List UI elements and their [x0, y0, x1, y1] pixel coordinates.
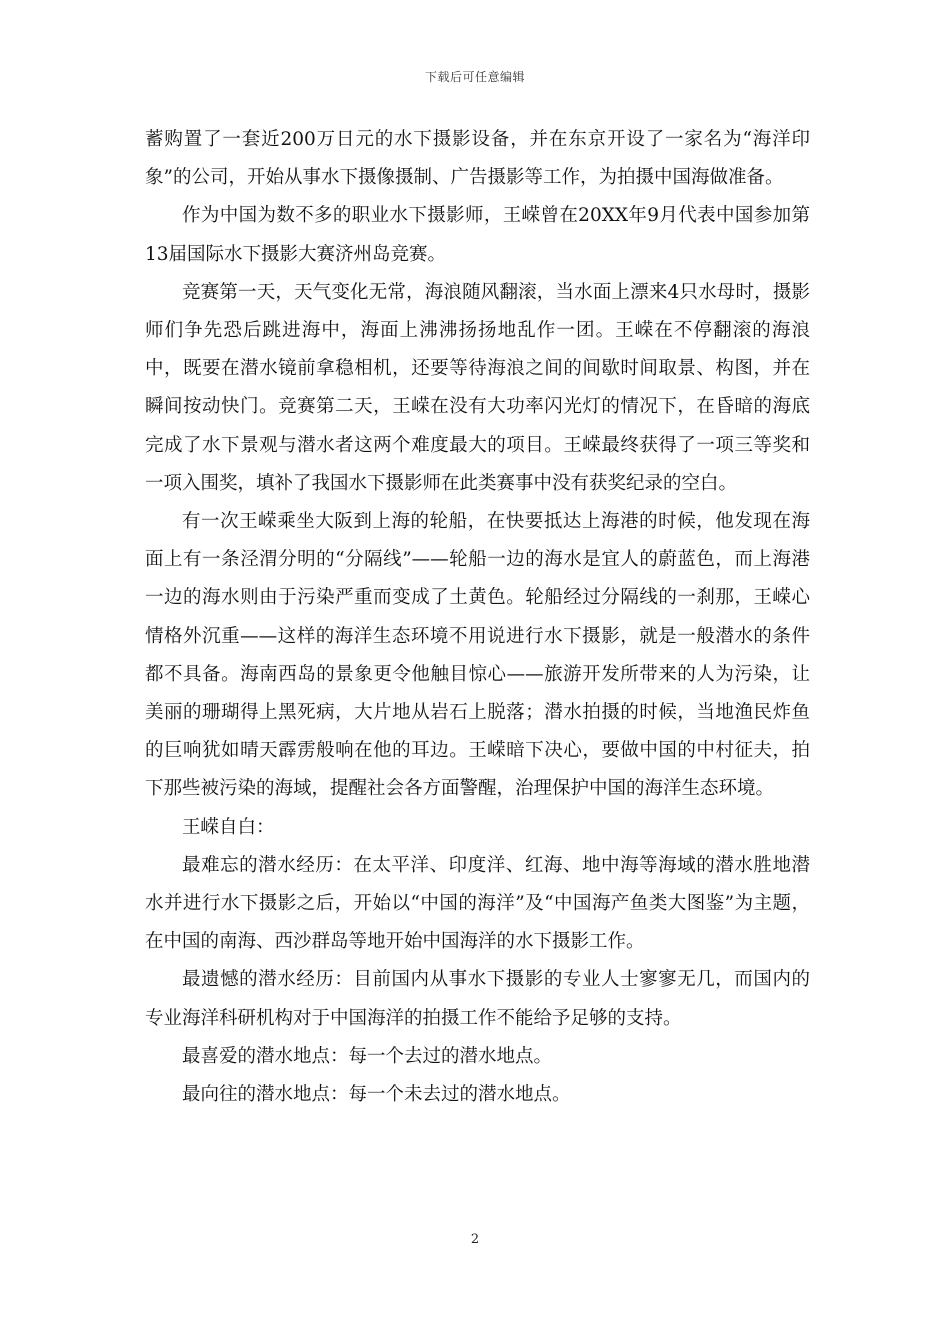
- document-body: [145, 121, 810, 1114]
- paragraph-3: 竞赛第一天，天气变化无常，海浪随风翻滚，当水面上漂来4只水母时，摄影师们争先恐后跳进海中，海面上沸沸扬扬地乱作一团。王嵘在不停翻滚的海浪中，既要在潜水镜前拿稳相机，还要等待海浪之间的间歇时间取景、构图，并在瞬间按动快门。竞赛第二天，王嵘在没有大功率闪光灯的情况下，在昏暗的海底完成了水下景观与潜水者这两个难度最大的项目。王嵘最终获得了一项三等奖和一项入围奖，填补了我国水下摄影师在此类赛事中没有获奖纪录的空白。: [145, 281, 810, 494]
- paragraph-8: 最喜爱的潜水地点：每一个去过的潜水地点。: [182, 1045, 553, 1067]
- paragraph-6: 最难忘的潜水经历：在太平洋、印度洋、红海、地中海等海域的潜水胜地潜水并进行水下摄影之后，开始以“中国的海洋”及“中国海产鱼类大图鉴”为主题，在中国的南海、西沙群岛等地开始中国海洋的水下摄影工作。: [145, 854, 810, 953]
- paragraph-5: 王嵘自白：: [182, 816, 275, 838]
- page-header: 下载后可任意编辑: [424, 70, 525, 84]
- paragraph-4: 有一次王嵘乘坐大阪到上海的轮船，在快要抵达上海港的时候，他发现在海面上有一条泾渭分明的“分隔线”——轮船一边的海水是宜人的蔚蓝色，而上海港一边的海水则由于污染严重而变成了土黄色。轮船经过分隔线的一刹那，王嵘心情格外沉重——这样的海洋生态环境不用说进行水下摄影，就是一般潜水的条件都不具备。海南西岛的景象更令他触目惊心——旅游开发所带来的人为污染，让美丽的珊瑚得上黑死病，大片地从岩石上脱落；潜水拍摄的时候，当地渔民炸鱼的巨响犹如晴天霹雳般响在他的耳边。王嵘暗下决心，要做中国的中村征夫，拍下那些被污染的海域，提醒社会各方面警醒，治理保护中国的海洋生态环境。: [145, 511, 810, 800]
- paragraph-1: 蓄购置了一套近200万日元的水下摄影设备，并在东京开设了一家名为“海洋印象”的公司，开始从事水下摄像摄制、广告摄影等工作，为拍摄中国海做准备。: [145, 129, 810, 189]
- paragraph-7: 最遗憾的潜水经历：目前国内从事水下摄影的专业人士寥寥无几，而国内的专业海洋科研机构对于中国海洋的拍摄工作不能给予足够的支持。: [145, 969, 810, 1029]
- paragraph-9: 最向往的潜水地点：每一个未去过的潜水地点。: [182, 1084, 571, 1106]
- page-number: 2: [470, 1232, 480, 1247]
- paragraph-2: 作为中国为数不多的职业水下摄影师，王嵘曾在20XX年9月代表中国参加第13届国际水下摄影大赛济州岛竞赛。: [145, 205, 810, 265]
